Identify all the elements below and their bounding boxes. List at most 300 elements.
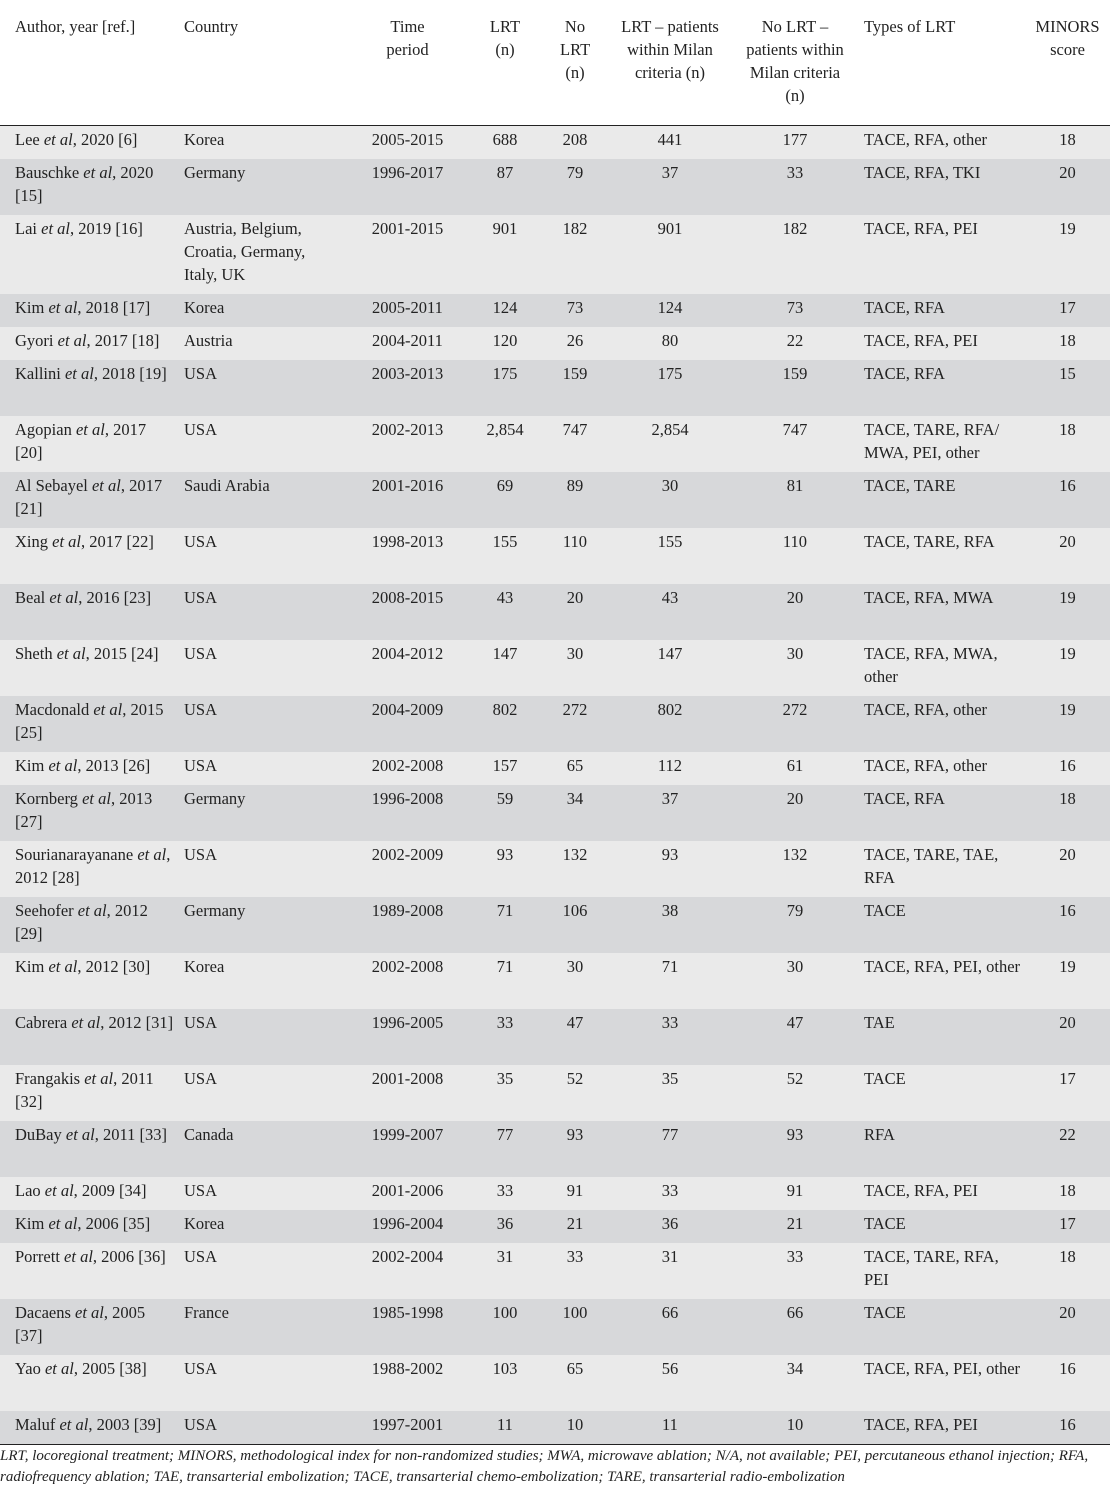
cell-country: USA <box>184 756 218 775</box>
cell-no-lrt-milan: 61 <box>786 756 804 775</box>
author-et-al: et al <box>48 298 78 317</box>
table-row <box>0 416 1110 472</box>
cell-lrt: 688 <box>492 130 518 149</box>
cell-no-lrt: 132 <box>562 845 588 864</box>
cell-lrt-milan: 2,854 <box>651 420 689 439</box>
cell-author <box>0 897 180 953</box>
cell-no-lrt-milan: 182 <box>782 219 808 238</box>
cell-minors: 19 <box>1059 588 1076 607</box>
author-year-ref: , 2005 [37] <box>15 1303 146 1345</box>
cell-no-lrt: 100 <box>562 1303 588 1322</box>
header-time-period: Time period <box>345 0 470 126</box>
cell-lrt: 71 <box>496 901 514 920</box>
author-name: Beal <box>15 588 50 607</box>
author-name: Frangakis <box>15 1069 85 1088</box>
cell-no-lrt: 21 <box>566 1214 584 1233</box>
cell-author <box>0 1009 180 1065</box>
cell-author <box>0 953 180 1009</box>
cell-author <box>0 327 180 360</box>
author-name: Lai <box>15 219 42 238</box>
cell-types: TACE, RFA, other <box>864 700 988 719</box>
header-no-lrt-milan: No LRT – patients within Milan criteria (n) <box>730 0 860 126</box>
cell-types: TACE, RFA, PEI, other <box>864 1359 1021 1378</box>
cell-country: Korea <box>184 130 225 149</box>
author-year-ref: , 2012 [29] <box>15 901 148 943</box>
cell-types: TACE, RFA, PEI <box>864 1181 978 1200</box>
author-et-al: et al <box>44 1181 74 1200</box>
author-name: Macdonald <box>15 700 94 719</box>
author-et-al: et al <box>93 700 123 719</box>
cell-author <box>0 752 180 785</box>
cell-time-period: 2004-2011 <box>372 331 443 350</box>
cell-no-lrt: 110 <box>562 532 588 551</box>
cell-time-period: 2001-2008 <box>371 1069 444 1088</box>
table-row <box>0 953 1110 1009</box>
cell-lrt-milan: 112 <box>657 756 683 775</box>
cell-minors: 19 <box>1059 644 1076 663</box>
cell-lrt-milan: 37 <box>661 163 679 182</box>
cell-minors: 16 <box>1059 756 1076 775</box>
author-name: Kim <box>15 298 49 317</box>
cell-no-lrt: 33 <box>566 1247 584 1266</box>
author-et-al: et al <box>75 420 105 439</box>
author-year-ref: , 2013 [26] <box>77 756 151 775</box>
cell-minors: 19 <box>1059 957 1076 976</box>
cell-no-lrt-milan: 20 <box>786 588 804 607</box>
cell-lrt: 175 <box>492 364 518 383</box>
table-row <box>0 126 1110 160</box>
cell-author <box>0 215 180 294</box>
cell-country: USA <box>184 588 218 607</box>
cell-no-lrt: 30 <box>566 957 584 976</box>
cell-time-period: 2001-2015 <box>371 219 444 238</box>
cell-no-lrt: 106 <box>562 901 588 920</box>
author-year-ref: , 2013 [27] <box>15 789 153 831</box>
cell-author <box>0 360 180 416</box>
table-row <box>0 1355 1110 1411</box>
cell-no-lrt: 47 <box>566 1013 584 1032</box>
cell-country: USA <box>184 420 218 439</box>
author-name: Lao <box>15 1181 45 1200</box>
cell-country: Korea <box>184 298 225 317</box>
table-row <box>0 1177 1110 1210</box>
cell-lrt-milan: 441 <box>657 130 683 149</box>
cell-time-period: 2008-2015 <box>371 588 444 607</box>
cell-lrt-milan: 56 <box>661 1359 679 1378</box>
cell-time-period: 2001-2016 <box>371 476 444 495</box>
cell-author <box>0 528 180 584</box>
cell-no-lrt-milan: 22 <box>786 331 804 350</box>
cell-time-period: 1996-2017 <box>371 163 444 182</box>
cell-lrt: 100 <box>492 1303 518 1322</box>
cell-no-lrt-milan: 30 <box>786 957 804 976</box>
cell-lrt: 35 <box>496 1069 514 1088</box>
cell-lrt: 2,854 <box>486 420 524 439</box>
cell-author <box>0 584 180 640</box>
author-name: Porrett <box>15 1247 65 1266</box>
author-year-ref: , 2020 [15] <box>15 163 154 205</box>
cell-minors: 17 <box>1059 1214 1076 1233</box>
cell-minors: 18 <box>1059 130 1076 149</box>
cell-no-lrt: 26 <box>566 331 584 350</box>
cell-country: Canada <box>184 1125 234 1144</box>
author-name: Bauschke <box>15 163 84 182</box>
author-et-al: et al <box>64 1247 93 1266</box>
cell-minors: 18 <box>1059 1181 1076 1200</box>
cell-lrt: 59 <box>496 789 514 808</box>
cell-lrt-milan: 901 <box>657 219 683 238</box>
cell-types: TACE, TARE <box>864 476 956 495</box>
table-row <box>0 1243 1110 1299</box>
cell-minors: 16 <box>1025 1411 1110 1445</box>
author-et-al: et al <box>71 1013 101 1032</box>
cell-time-period: 1989-2008 <box>371 901 444 920</box>
author-year-ref: , 2017 [22] <box>81 532 154 551</box>
table-row <box>0 1210 1110 1243</box>
author-name: Sheth <box>15 644 57 663</box>
cell-country: USA <box>184 644 218 663</box>
cell-minors: 20 <box>1059 1303 1076 1322</box>
cell-no-lrt: 65 <box>566 1359 584 1378</box>
cell-author <box>0 1299 180 1355</box>
cell-minors: 19 <box>1059 700 1076 719</box>
cell-lrt-milan: 155 <box>657 532 683 551</box>
cell-no-lrt-milan: 747 <box>782 420 808 439</box>
cell-types: TACE, RFA <box>864 789 945 808</box>
cell-country: Austria <box>184 331 233 350</box>
cell-no-lrt: 272 <box>562 700 588 719</box>
cell-types: TACE <box>864 1303 906 1322</box>
cell-no-lrt: 159 <box>562 364 588 383</box>
cell-time-period: 2004-2012 <box>371 644 444 663</box>
author-name: Agopian <box>15 420 76 439</box>
cell-country: USA <box>184 364 218 383</box>
cell-minors: 20 <box>1059 532 1076 551</box>
author-et-al: et al <box>56 644 86 663</box>
header-row <box>0 0 1110 126</box>
cell-no-lrt: 73 <box>566 298 584 317</box>
cell-author <box>0 294 180 327</box>
cell-no-lrt-milan: 20 <box>786 789 804 808</box>
table-header <box>0 0 1110 126</box>
cell-time-period: 1996-2004 <box>371 1214 444 1233</box>
cell-author <box>0 126 180 160</box>
cell-time-period: 2004-2009 <box>371 700 444 719</box>
cell-types: TACE, RFA <box>864 298 945 317</box>
cell-no-lrt-milan: 10 <box>730 1411 860 1445</box>
cell-no-lrt-milan: 93 <box>786 1125 804 1144</box>
cell-no-lrt: 208 <box>562 130 588 149</box>
cell-author <box>0 1121 180 1177</box>
author-et-al: et al <box>43 130 73 149</box>
cell-no-lrt: 93 <box>566 1125 584 1144</box>
table-row <box>0 897 1110 953</box>
author-year-ref: , 2020 [6] <box>72 130 138 149</box>
cell-author <box>0 159 180 215</box>
author-year-ref: , 2012 [31] <box>100 1013 174 1032</box>
table-row <box>0 841 1110 897</box>
cell-time-period: 2002-2013 <box>371 420 444 439</box>
cell-author <box>0 1355 180 1411</box>
author-year-ref: , 2012 [28] <box>15 845 171 887</box>
author-et-al: et al <box>77 901 107 920</box>
cell-lrt: 77 <box>496 1125 514 1144</box>
cell-lrt: 33 <box>496 1013 514 1032</box>
header-lrt-milan: LRT – patients within Milan criteria (n) <box>610 0 730 126</box>
author-name: Dacaens <box>15 1303 76 1322</box>
cell-lrt: 103 <box>492 1359 518 1378</box>
cell-no-lrt-milan: 21 <box>786 1214 804 1233</box>
table-row <box>0 159 1110 215</box>
cell-time-period: 1985-1998 <box>371 1303 444 1322</box>
cell-types: TACE, RFA, PEI <box>864 219 978 238</box>
table-row <box>0 1065 1110 1121</box>
author-name: Kornberg <box>15 789 83 808</box>
cell-country: USA <box>184 532 218 551</box>
cell-time-period: 1996-2005 <box>371 1013 444 1032</box>
cell-country: USA <box>184 1247 218 1266</box>
cell-minors: 16 <box>1059 1359 1076 1378</box>
cell-no-lrt: 20 <box>566 588 584 607</box>
author-et-al: et al <box>57 331 87 350</box>
cell-minors: 22 <box>1059 1125 1076 1144</box>
cell-minors: 15 <box>1059 364 1076 383</box>
cell-types: TAE <box>864 1013 895 1032</box>
cell-country: USA <box>184 700 218 719</box>
author-et-al: et al <box>91 476 121 495</box>
cell-no-lrt-milan: 272 <box>782 700 808 719</box>
cell-lrt-milan: 31 <box>661 1247 679 1266</box>
cell-types: TACE <box>864 1069 906 1088</box>
cell-time-period: 1988-2002 <box>371 1359 444 1378</box>
cell-minors: 18 <box>1059 789 1076 808</box>
cell-minors: 19 <box>1059 219 1076 238</box>
table-row <box>0 1411 1110 1445</box>
cell-lrt: 93 <box>496 845 514 864</box>
cell-country: Saudi Arabia <box>184 476 270 495</box>
cell-time-period: 1998-2013 <box>371 532 444 551</box>
author-year-ref: , 2009 [34] <box>73 1181 147 1200</box>
header-types: Types of LRT <box>860 0 1025 126</box>
cell-minors: 20 <box>1059 845 1076 864</box>
cell-no-lrt: 182 <box>562 219 588 238</box>
cell-types: TACE <box>864 901 906 920</box>
author-name: Yao <box>15 1359 45 1378</box>
table-row <box>0 294 1110 327</box>
cell-time-period: 2003-2013 <box>371 364 444 383</box>
author-et-al: et al <box>52 532 81 551</box>
cell-time-period: 2005-2015 <box>371 130 444 149</box>
cell-country: Germany <box>184 789 246 808</box>
cell-time-period: 2001-2006 <box>371 1181 444 1200</box>
header-lrt: LRT (n) <box>470 0 540 126</box>
cell-author <box>0 841 180 897</box>
author-et-al: et al <box>44 1359 74 1378</box>
author-et-al: et al <box>48 957 78 976</box>
cell-no-lrt-milan: 73 <box>786 298 804 317</box>
cell-lrt-milan: 33 <box>661 1181 679 1200</box>
cell-no-lrt-milan: 132 <box>782 845 808 864</box>
table-row <box>0 1299 1110 1355</box>
cell-lrt-milan: 38 <box>661 901 679 920</box>
cell-author <box>0 1210 180 1243</box>
cell-no-lrt-milan: 91 <box>786 1181 804 1200</box>
cell-lrt: 802 <box>492 700 518 719</box>
table-row <box>0 472 1110 528</box>
cell-no-lrt-milan: 79 <box>786 901 804 920</box>
cell-types: TACE, TARE, RFA/ MWA, PEI, other <box>864 420 1000 462</box>
cell-lrt: 36 <box>496 1214 514 1233</box>
author-name: Kim <box>15 1214 49 1233</box>
author-year-ref: , 2017 [21] <box>15 476 163 518</box>
author-et-al: et al <box>75 1303 104 1322</box>
header-author: Author, year [ref.] <box>0 0 180 126</box>
author-year-ref: , 2005 [38] <box>73 1359 147 1378</box>
author-year-ref: , 2017 [20] <box>15 420 147 462</box>
author-name: Cabrera <box>15 1013 72 1032</box>
cell-lrt-milan: 147 <box>657 644 683 663</box>
cell-author <box>0 472 180 528</box>
author-year-ref: , 2019 [16] <box>70 219 143 238</box>
author-et-al: et al <box>82 789 111 808</box>
cell-lrt-milan: 35 <box>661 1069 679 1088</box>
cell-types: TACE, RFA, MWA, other <box>864 644 998 686</box>
cell-lrt: 11 <box>470 1411 540 1445</box>
cell-no-lrt: 52 <box>566 1069 584 1088</box>
cell-lrt: 33 <box>496 1181 514 1200</box>
cell-no-lrt-milan: 66 <box>786 1303 804 1322</box>
cell-no-lrt: 89 <box>566 476 584 495</box>
cell-country: Korea <box>184 957 225 976</box>
author-year-ref: , 2012 [30] <box>77 957 151 976</box>
author-et-al: et al <box>83 163 113 182</box>
author-et-al: et al <box>41 219 70 238</box>
author-year-ref: , 2018 [17] <box>77 298 151 317</box>
author-year-ref: , 2015 [25] <box>15 700 164 742</box>
cell-minors: 16 <box>1059 901 1076 920</box>
cell-lrt: 124 <box>492 298 518 317</box>
table-row <box>0 752 1110 785</box>
cell-lrt-milan: 33 <box>661 1013 679 1032</box>
cell-no-lrt-milan: 52 <box>786 1069 804 1088</box>
cell-lrt-milan: 80 <box>661 331 679 350</box>
cell-lrt-milan: 175 <box>657 364 683 383</box>
cell-country: France <box>184 1303 229 1322</box>
cell-no-lrt: 65 <box>566 756 584 775</box>
cell-types: TACE, RFA <box>864 364 945 383</box>
cell-no-lrt-milan: 159 <box>782 364 808 383</box>
author-et-al: et al <box>48 1214 78 1233</box>
cell-time-period: 2002-2004 <box>371 1247 444 1266</box>
table-row <box>0 696 1110 752</box>
cell-minors: 17 <box>1059 298 1076 317</box>
author-year-ref: , 2011 [32] <box>15 1069 154 1111</box>
author-et-al: et al <box>64 364 94 383</box>
cell-time-period: 1999-2007 <box>371 1125 444 1144</box>
cell-types: TACE, RFA, other <box>864 756 988 775</box>
cell-time-period: 2002-2009 <box>371 845 444 864</box>
cell-types: TACE, RFA, PEI <box>864 331 978 350</box>
author-name: Kim <box>15 756 49 775</box>
cell-country: USA <box>184 1359 218 1378</box>
cell-lrt: 87 <box>496 163 514 182</box>
cell-no-lrt: 79 <box>566 163 584 182</box>
cell-country: USA <box>184 845 218 864</box>
cell-types: TACE, RFA, PEI <box>860 1411 1025 1445</box>
cell-lrt-milan: 802 <box>657 700 683 719</box>
cell-types: TACE, RFA, PEI, other <box>864 957 1021 976</box>
author-name: Sourianarayanane <box>15 845 138 864</box>
cell-author <box>0 1065 180 1121</box>
cell-country: USA <box>184 1181 218 1200</box>
author-name: Maluf <box>15 1415 60 1434</box>
cell-country: USA <box>184 1069 218 1088</box>
cell-no-lrt: 34 <box>566 789 584 808</box>
cell-types: TACE <box>864 1214 906 1233</box>
cell-lrt-milan: 30 <box>661 476 679 495</box>
cell-no-lrt-milan: 177 <box>782 130 808 149</box>
author-year-ref: , 2006 [36] <box>92 1247 166 1266</box>
table-footnote: LRT, locoregional treatment; MINORS, methodological index for non-randomized studies; MWA, microwave ablation; N/A, not available; PEI, percutaneous ethanol injection; RFA, radiofrequency ablation; TAE, transarterial embolization; TACE, transarterial chemo-embolization; TARE, transarterial radio-embolization <box>0 1448 1089 1485</box>
cell-no-lrt-milan: 34 <box>786 1359 804 1378</box>
cell-minors: 20 <box>1059 1013 1076 1032</box>
cell-lrt-milan: 66 <box>661 1303 679 1322</box>
table-row <box>0 640 1110 696</box>
cell-lrt-milan: 71 <box>661 957 679 976</box>
header-minors: MINORS score <box>1025 0 1110 126</box>
cell-no-lrt-milan: 81 <box>786 476 804 495</box>
table-row <box>0 360 1110 416</box>
author-year-ref: , 2006 [35] <box>77 1214 151 1233</box>
cell-minors: 16 <box>1059 476 1076 495</box>
cell-lrt-milan: 37 <box>661 789 679 808</box>
cell-country: Korea <box>184 1214 225 1233</box>
cell-no-lrt: 30 <box>566 644 584 663</box>
cell-no-lrt: 91 <box>566 1181 584 1200</box>
header-no-lrt: No LRT (n) <box>540 0 610 126</box>
author-et-al: et al <box>84 1069 114 1088</box>
cell-minors: 17 <box>1059 1069 1076 1088</box>
cell-minors: 18 <box>1059 331 1076 350</box>
author-et-al: et al <box>49 588 79 607</box>
cell-lrt: 147 <box>492 644 518 663</box>
cell-time-period: 2002-2008 <box>371 957 444 976</box>
author-et-al: et al <box>48 756 78 775</box>
cell-types: TACE, TARE, TAE, RFA <box>864 845 999 887</box>
cell-minors: 20 <box>1059 163 1076 182</box>
author-year-ref: , 2011 [33] <box>94 1125 168 1144</box>
cell-time-period: 1996-2008 <box>371 789 444 808</box>
cell-types: TACE, RFA, other <box>864 130 988 149</box>
cell-country: Germany <box>184 901 246 920</box>
cell-author <box>0 1411 180 1445</box>
cell-types: TACE, RFA, TKI <box>864 163 981 182</box>
author-year-ref: , 2017 [18] <box>86 331 160 350</box>
table-row <box>0 327 1110 360</box>
cell-lrt: 43 <box>496 588 514 607</box>
author-year-ref: , 2018 [19] <box>93 364 167 383</box>
author-year-ref: , 2003 [39] <box>88 1415 162 1434</box>
author-name: Kim <box>15 957 49 976</box>
author-year-ref: , 2015 [24] <box>85 644 159 663</box>
cell-no-lrt-milan: 110 <box>782 532 808 551</box>
cell-lrt: 157 <box>492 756 518 775</box>
table-row <box>0 1121 1110 1177</box>
cell-no-lrt-milan: 33 <box>786 163 804 182</box>
cell-author <box>0 1177 180 1210</box>
cell-author <box>0 1243 180 1299</box>
cell-lrt: 31 <box>496 1247 514 1266</box>
